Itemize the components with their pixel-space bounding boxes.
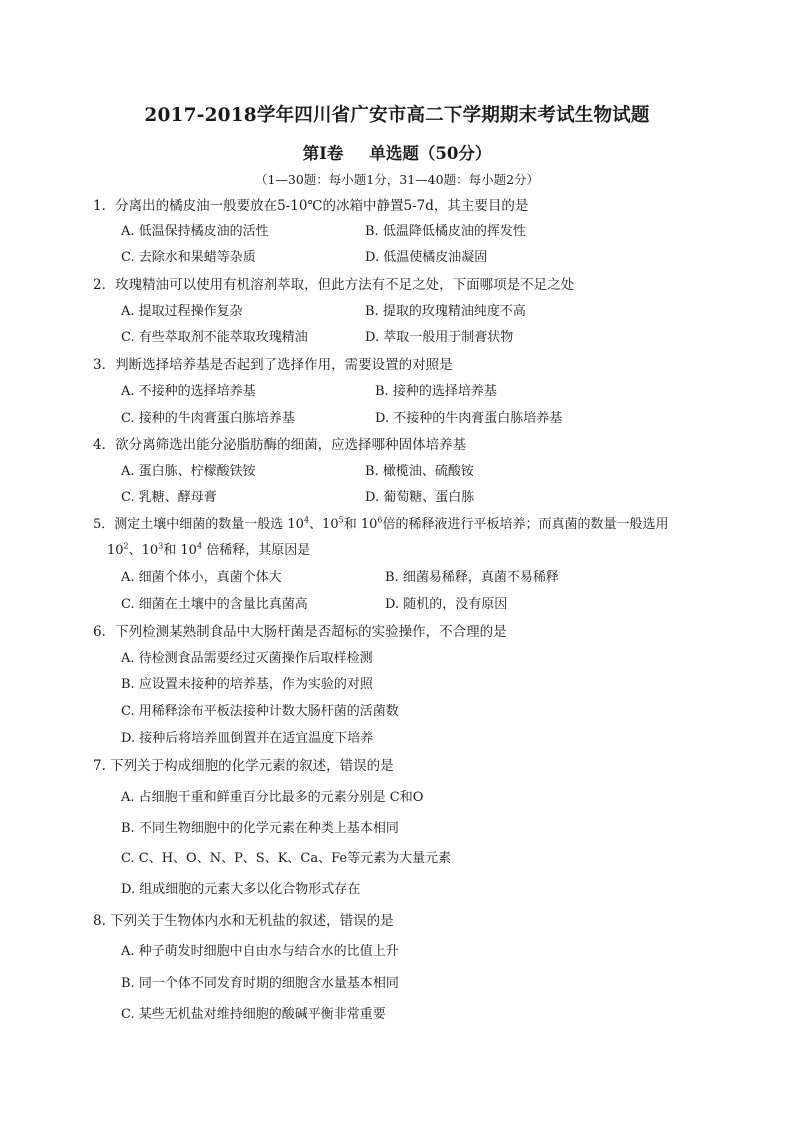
question-5-stem-continued [107,541,310,561]
q5-exponent: 4 [303,515,310,525]
question-4-option-c: C. 乳糖、酵母膏 [121,490,217,505]
q5-stem-text: 10 [107,543,124,558]
question-2-option-d: D. 萃取一般用于制膏状物 [365,330,514,345]
q5-stem-text: 和 10 [163,543,197,558]
q5-stem-text: 、10 [309,517,339,532]
question-8-option-a: A. 种子萌发时细胞中自由水与结合水的比值上升 [121,944,399,959]
question-7-option-c: C. C、H、O、N、P、S、K、Ca、Fe等元素为大量元素 [121,851,452,866]
scoring-note: （1—30题：每小题1分，31—40题：每小题2分） [254,172,540,187]
question-5-option-b: B. 细菌易稀释，真菌不易稀释 [385,570,559,585]
question-8-option-c: C. 某些无机盐对维持细胞的酸碱平衡非常重要 [121,1007,386,1022]
q5-exponent: 3 [158,541,164,551]
question-4-option-a: A. 蛋白胨、柠檬酸铁铵 [121,464,256,479]
section-label: 第Ⅰ卷 [302,144,344,163]
q5-stem-text: 5．测定土壤中细菌的数量一般选 10 [93,517,304,532]
question-3-option-a: A. 不接种的选择培养基 [121,384,256,399]
q5-stem-text: 和 10 [343,517,378,532]
question-5-option-d: D. 随机的，没有原因 [385,597,508,612]
question-6-option-b: B. 应设置未接种的培养基，作为实验的对照 [121,677,373,692]
question-6-option-c: C. 用稀释涂布平板法接种计数大肠杆菌的活菌数 [121,704,399,719]
question-5-stem [93,515,668,535]
question-2-option-c: C. 有些萃取剂不能萃取玫瑰精油 [121,330,308,345]
q5-exponent: 6 [377,515,383,525]
question-6-option-d: D. 接种后将培养皿倒置并在适宜温度下培养 [121,731,374,746]
q5-stem-text: 倍的稀释液进行平板培养；而真菌的数量一般选用 [382,517,669,532]
q5-stem-text: 、10 [128,543,159,558]
question-7-stem: 7. 下列关于构成细胞的化学元素的叙述，错误的是 [93,758,394,774]
question-7-option-a: A. 占细胞干重和鲜重百分比最多的元素分别是 C和O [121,790,424,805]
question-1-option-a: A. 低温保持橘皮油的活性 [121,224,269,239]
question-3-option-d: D. 不接种的牛肉膏蛋白胨培养基 [375,411,563,426]
question-5-option-c: C. 细菌在土壤中的含量比真菌高 [121,597,308,612]
question-7-option-d: D. 组成细胞的元素大多以化合物形式存在 [121,882,361,897]
question-4-stem: 4．欲分离筛选出能分泌脂肪酶的细菌，应选择哪种固体培养基 [93,437,467,453]
question-3-stem: 3．判断选择培养基是否起到了选择作用，需要设置的对照是 [93,357,453,373]
exam-title: 2017-2018学年四川省广安市高二下学期期末考试生物试题 [144,105,650,126]
section-type: 单选题（50分） [369,144,492,163]
question-1-stem: 1．分离出的橘皮油一般要放在5-10℃的冰箱中静置5-7d，其主要目的是 [93,198,529,214]
question-2-option-b: B. 提取的玫瑰精油纯度不高 [365,304,526,319]
question-6-option-a: A. 待检测食品需要经过灭菌操作后取样检测 [121,651,373,666]
question-7-option-b: B. 不同生物细胞中的化学元素在种类上基本相同 [121,821,399,836]
question-5-option-a: A. 细菌个体小，真菌个体大 [121,570,282,585]
question-8-stem: 8. 下列关于生物体内水和无机盐的叙述，错误的是 [93,913,394,929]
q5-exponent: 4 [196,541,203,551]
q5-exponent: 5 [338,515,344,525]
question-2-stem: 2．玫瑰精油可以使用有机溶剂萃取，但此方法有不足之处，下面哪项是不足之处 [93,277,575,293]
question-4-option-b: B. 橄榄油、硫酸铵 [365,464,474,479]
question-1-option-b: B. 低温降低橘皮油的挥发性 [365,224,526,239]
question-3-option-c: C. 接种的牛肉膏蛋白胨培养基 [121,411,295,426]
question-1-option-d: D. 低温使橘皮油凝固 [365,250,488,265]
question-2-option-a: A. 提取过程操作复杂 [121,304,243,319]
question-4-option-d: D. 葡萄糖、蛋白胨 [365,490,475,505]
section-heading [0,140,794,164]
question-6-stem: 6．下列检测某熟制食品中大肠杆菌是否超标的实验操作，不合理的是 [93,624,507,640]
q5-exponent: 2 [123,541,129,551]
question-8-option-b: B. 同一个体不同发育时期的细胞含水量基本相同 [121,976,399,991]
question-1-option-c: C. 去除水和果蜡等杂质 [121,250,256,265]
q5-stem-text: 倍稀释，其原因是 [202,543,311,558]
question-3-option-b: B. 接种的选择培养基 [375,384,497,399]
